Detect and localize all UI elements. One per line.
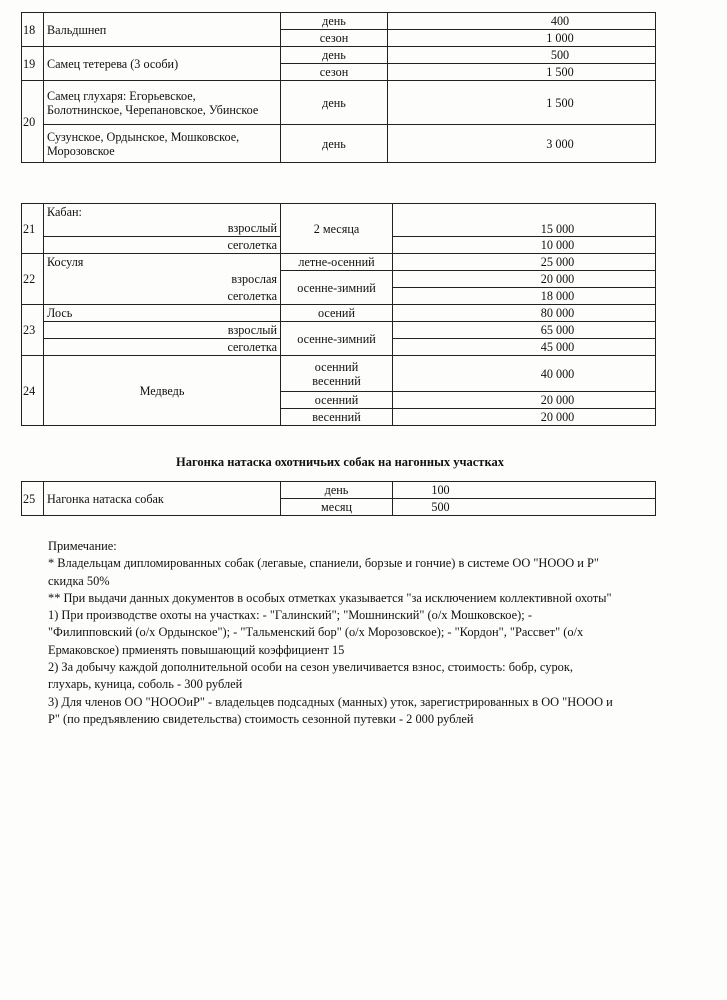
period-cell: день — [281, 47, 388, 64]
row-number: 20 — [22, 81, 44, 163]
period-cell: осенне-зимний — [281, 271, 393, 305]
price-cell: 1 000 — [388, 30, 656, 47]
row-number: 25 — [22, 482, 44, 516]
period-cell: день — [281, 81, 388, 125]
row-number: 21 — [22, 204, 44, 254]
sex-age-cell: взрослый — [44, 322, 281, 339]
species-name: Самец тетерева (3 особи) — [44, 47, 281, 81]
period-cell: сезон — [281, 64, 388, 81]
period-cell: день — [281, 482, 393, 499]
period-line: весенний — [312, 373, 361, 388]
price-cell: 80 000 — [393, 305, 656, 322]
price-cell: 20 000 — [393, 392, 656, 409]
species-name: Косуля — [44, 254, 281, 271]
note-line: "Филипповский (о/х Ордынское"); - "Тальменский бор" (о/х Морозовское); - "Кордон", "Рассвет" (о/х — [48, 625, 584, 640]
row-number: 19 — [22, 47, 44, 81]
notes-title: Примечание: — [48, 539, 117, 553]
section-title: Нагонка натаска охотничьих собак на нагонных участках — [176, 455, 504, 469]
species-name: Лось — [44, 305, 281, 322]
species-name — [44, 81, 281, 125]
price-cell: 3 000 — [388, 125, 656, 163]
note-line: глухарь, куница, соболь - 300 рублей — [48, 677, 243, 692]
row-number: 18 — [22, 13, 44, 47]
sex-age-cell: сеголетка — [44, 237, 281, 254]
birds-price-table — [21, 12, 656, 163]
period-cell: осенний — [281, 392, 393, 409]
period-cell — [281, 356, 393, 392]
species-name: Вальдшнеп — [44, 13, 281, 47]
note-line: 3) Для членов ОО "НОООиР" - владельцев подсадных (манных) уток, зарегистрированных в ОО "НООО и — [48, 694, 613, 709]
price-cell: 20 000 — [393, 409, 656, 426]
sex-age-cell: сеголетка — [44, 339, 281, 356]
period-cell: весенний — [281, 409, 393, 426]
note-line: 2) За добычу каждой дополнительной особи на сезон увеличивается взнос, стоимость: бобр, сурок, — [48, 660, 573, 675]
price-cell: 20 000 — [393, 271, 656, 288]
price-cell: 400 — [388, 13, 656, 30]
service-name: Нагонка натаска собак — [44, 482, 281, 516]
price-cell: 500 — [393, 499, 656, 516]
sex-age-cell: взрослый — [44, 220, 281, 237]
price-cell: 500 — [388, 47, 656, 64]
note-line: * Владельцам дипломированных собак (легавые, спаниели, борзые и гончие) в системе ОО "НООО и Р" — [48, 556, 599, 571]
price-cell: 100 — [393, 482, 656, 499]
note-line: 1) При производстве охоты на участках: - "Галинский"; "Мошнинский" (о/х Мошковское); - — [48, 608, 532, 623]
species-line: Самец глухаря: Егорьевское, — [47, 88, 196, 103]
species-name: Кабан: — [44, 204, 281, 220]
species-name — [44, 125, 281, 163]
game-price-table — [21, 203, 656, 426]
price-cell: 45 000 — [393, 339, 656, 356]
price-cell: 1 500 — [388, 64, 656, 81]
sex-age-cell: сеголетка — [44, 288, 281, 305]
species-line: Болотнинское, Черепановское, Убинское — [47, 102, 259, 117]
period-cell: 2 месяца — [281, 204, 393, 254]
sex-age-cell: взрослая — [44, 271, 281, 288]
period-cell: осенне-зимний — [281, 322, 393, 356]
price-cell: 65 000 — [393, 322, 656, 339]
note-line: Ермаковское) прмиенять повышающий коэффициент 15 — [48, 642, 345, 657]
period-cell: осений — [281, 305, 393, 322]
price-cell: 1 500 — [388, 81, 656, 125]
price-cell: 10 000 — [393, 237, 656, 254]
row-number: 24 — [22, 356, 44, 426]
price-cell: 15 000 — [393, 204, 656, 237]
period-cell: месяц — [281, 499, 393, 516]
price-cell: 40 000 — [393, 356, 656, 392]
dog-training-table — [21, 481, 656, 516]
species-line: Морозовское — [47, 143, 115, 158]
species-line: Сузунское, Ордынское, Мошковское, — [47, 129, 240, 144]
species-name: Медведь — [44, 356, 281, 426]
row-number: 23 — [22, 305, 44, 356]
period-cell: летне-осенний — [281, 254, 393, 271]
period-cell: день — [281, 13, 388, 30]
period-cell: день — [281, 125, 388, 163]
note-line: ** При выдачи данных документов в особых отметках указывается "за исключением коллективной охоты" — [48, 590, 612, 605]
period-line: осенний — [314, 359, 359, 374]
notes-block — [48, 538, 668, 728]
period-cell: сезон — [281, 30, 388, 47]
note-line: Р" (по предъявлению свидетельства) стоимость сезонной путевки - 2 000 рублей — [48, 711, 474, 726]
row-number: 22 — [22, 254, 44, 305]
price-cell: 25 000 — [393, 254, 656, 271]
price-cell: 18 000 — [393, 288, 656, 305]
note-line: скидка 50% — [48, 573, 110, 588]
